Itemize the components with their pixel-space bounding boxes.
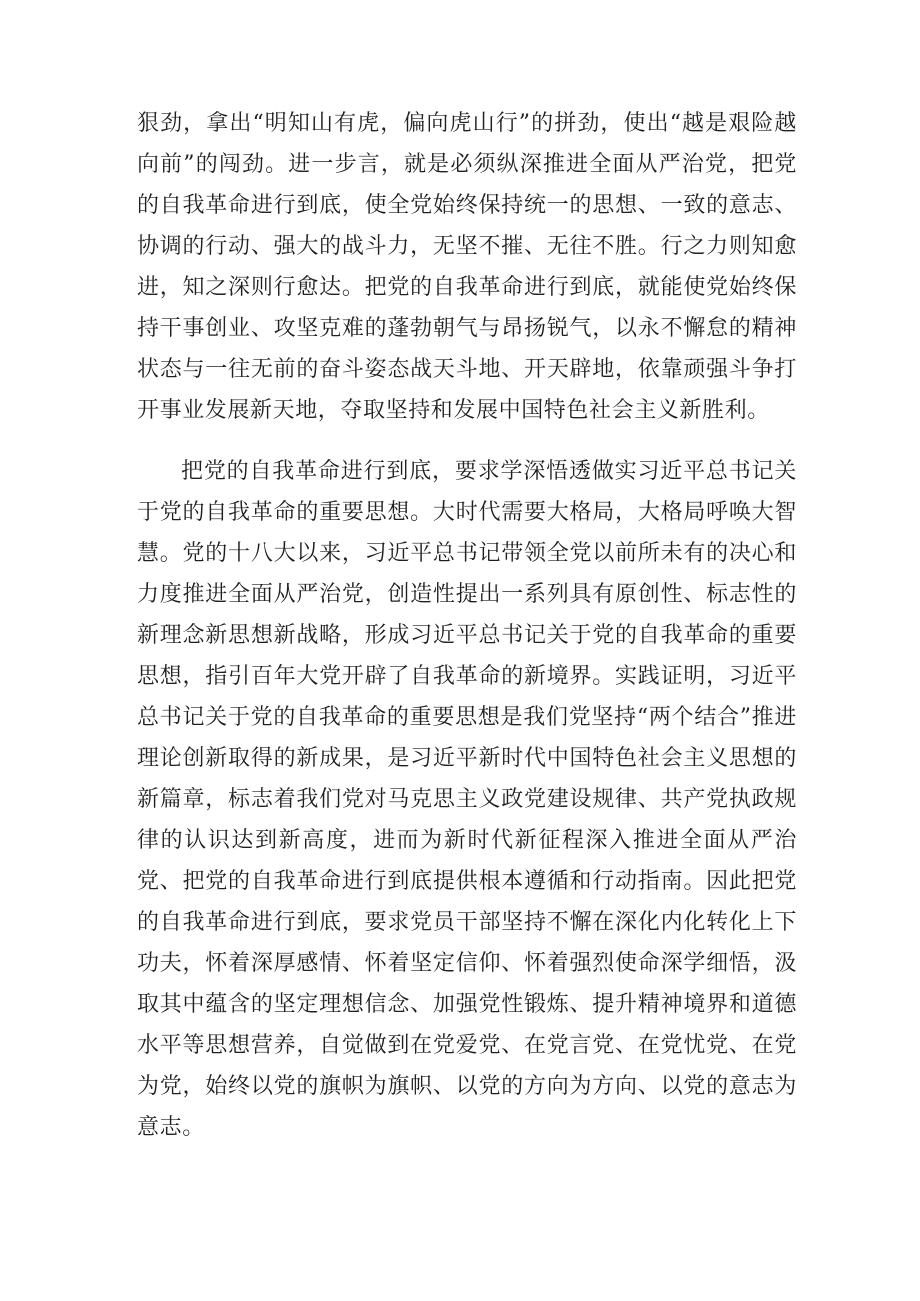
paragraph-2: 把党的自我革命进行到底，要求学深悟透做实习近平总书记关于党的自我革命的重要思想。大时代需要大格局，大格局呼唤大智慧。党的十八大以来，习近平总书记带领全党以前所未有的决心和力度推进全面从严治党，创造性提出一系列具有原创性、标志性的新理念新思想新战略，形成习近平总书记关于党的自我革命的重要思想，指引百年大党开辟了自我革命的新境界。实践证明，习近平总书记关于党的自我革命的重要思想是我们党坚持“两个结合”推进理论创新取得的新成果，是习近平新时代中国特色社会主义思想的新篇章，标志着我们党对马克思主义政党建设规律、共产党执政规律的认识达到新高度，进而为新时代新征程深入推进全面从严治党、把党的自我革命进行到底提供根本遵循和行动指南。因此把党的自我革命进行到底，要求党员干部坚持不懈在深化内化转化上下功夫，怀着深厚感情、怀着坚定信仰、怀着强烈使命深学细悟，汲取其中蕴含的坚定理想信念、加强党性锻炼、提升精神境界和道德水平等思想营养，自觉做到在党爱党、在党言党、在党忧党、在党为党，始终以党的旗帜为旗帜、以党的方向为方向、以党的意志为意志。 [137,459,797,1140]
document-body [137,103,797,1148]
paragraph-1: 狠劲，拿出“明知山有虎，偏向虎山行”的拼劲，使出“越是艰险越向前”的闯劲。进一步言，就是必须纵深推进全面从严治党，把党的自我革命进行到底，使全党始终保持统一的思想、一致的意志、协调的行动、强大的战斗力，无坚不摧、无往不胜。行之力则知愈进，知之深则行愈达。把党的自我革命进行到底，就能使党始终保持干事创业、攻坚克难的蓬勃朝气与昂扬锐气，以永不懈怠的精神状态与一往无前的奋斗姿态战天斗地、开天辟地，依靠顽强斗争打开事业发展新天地，夺取坚持和发展中国特色社会主义新胜利。 [137,111,797,423]
